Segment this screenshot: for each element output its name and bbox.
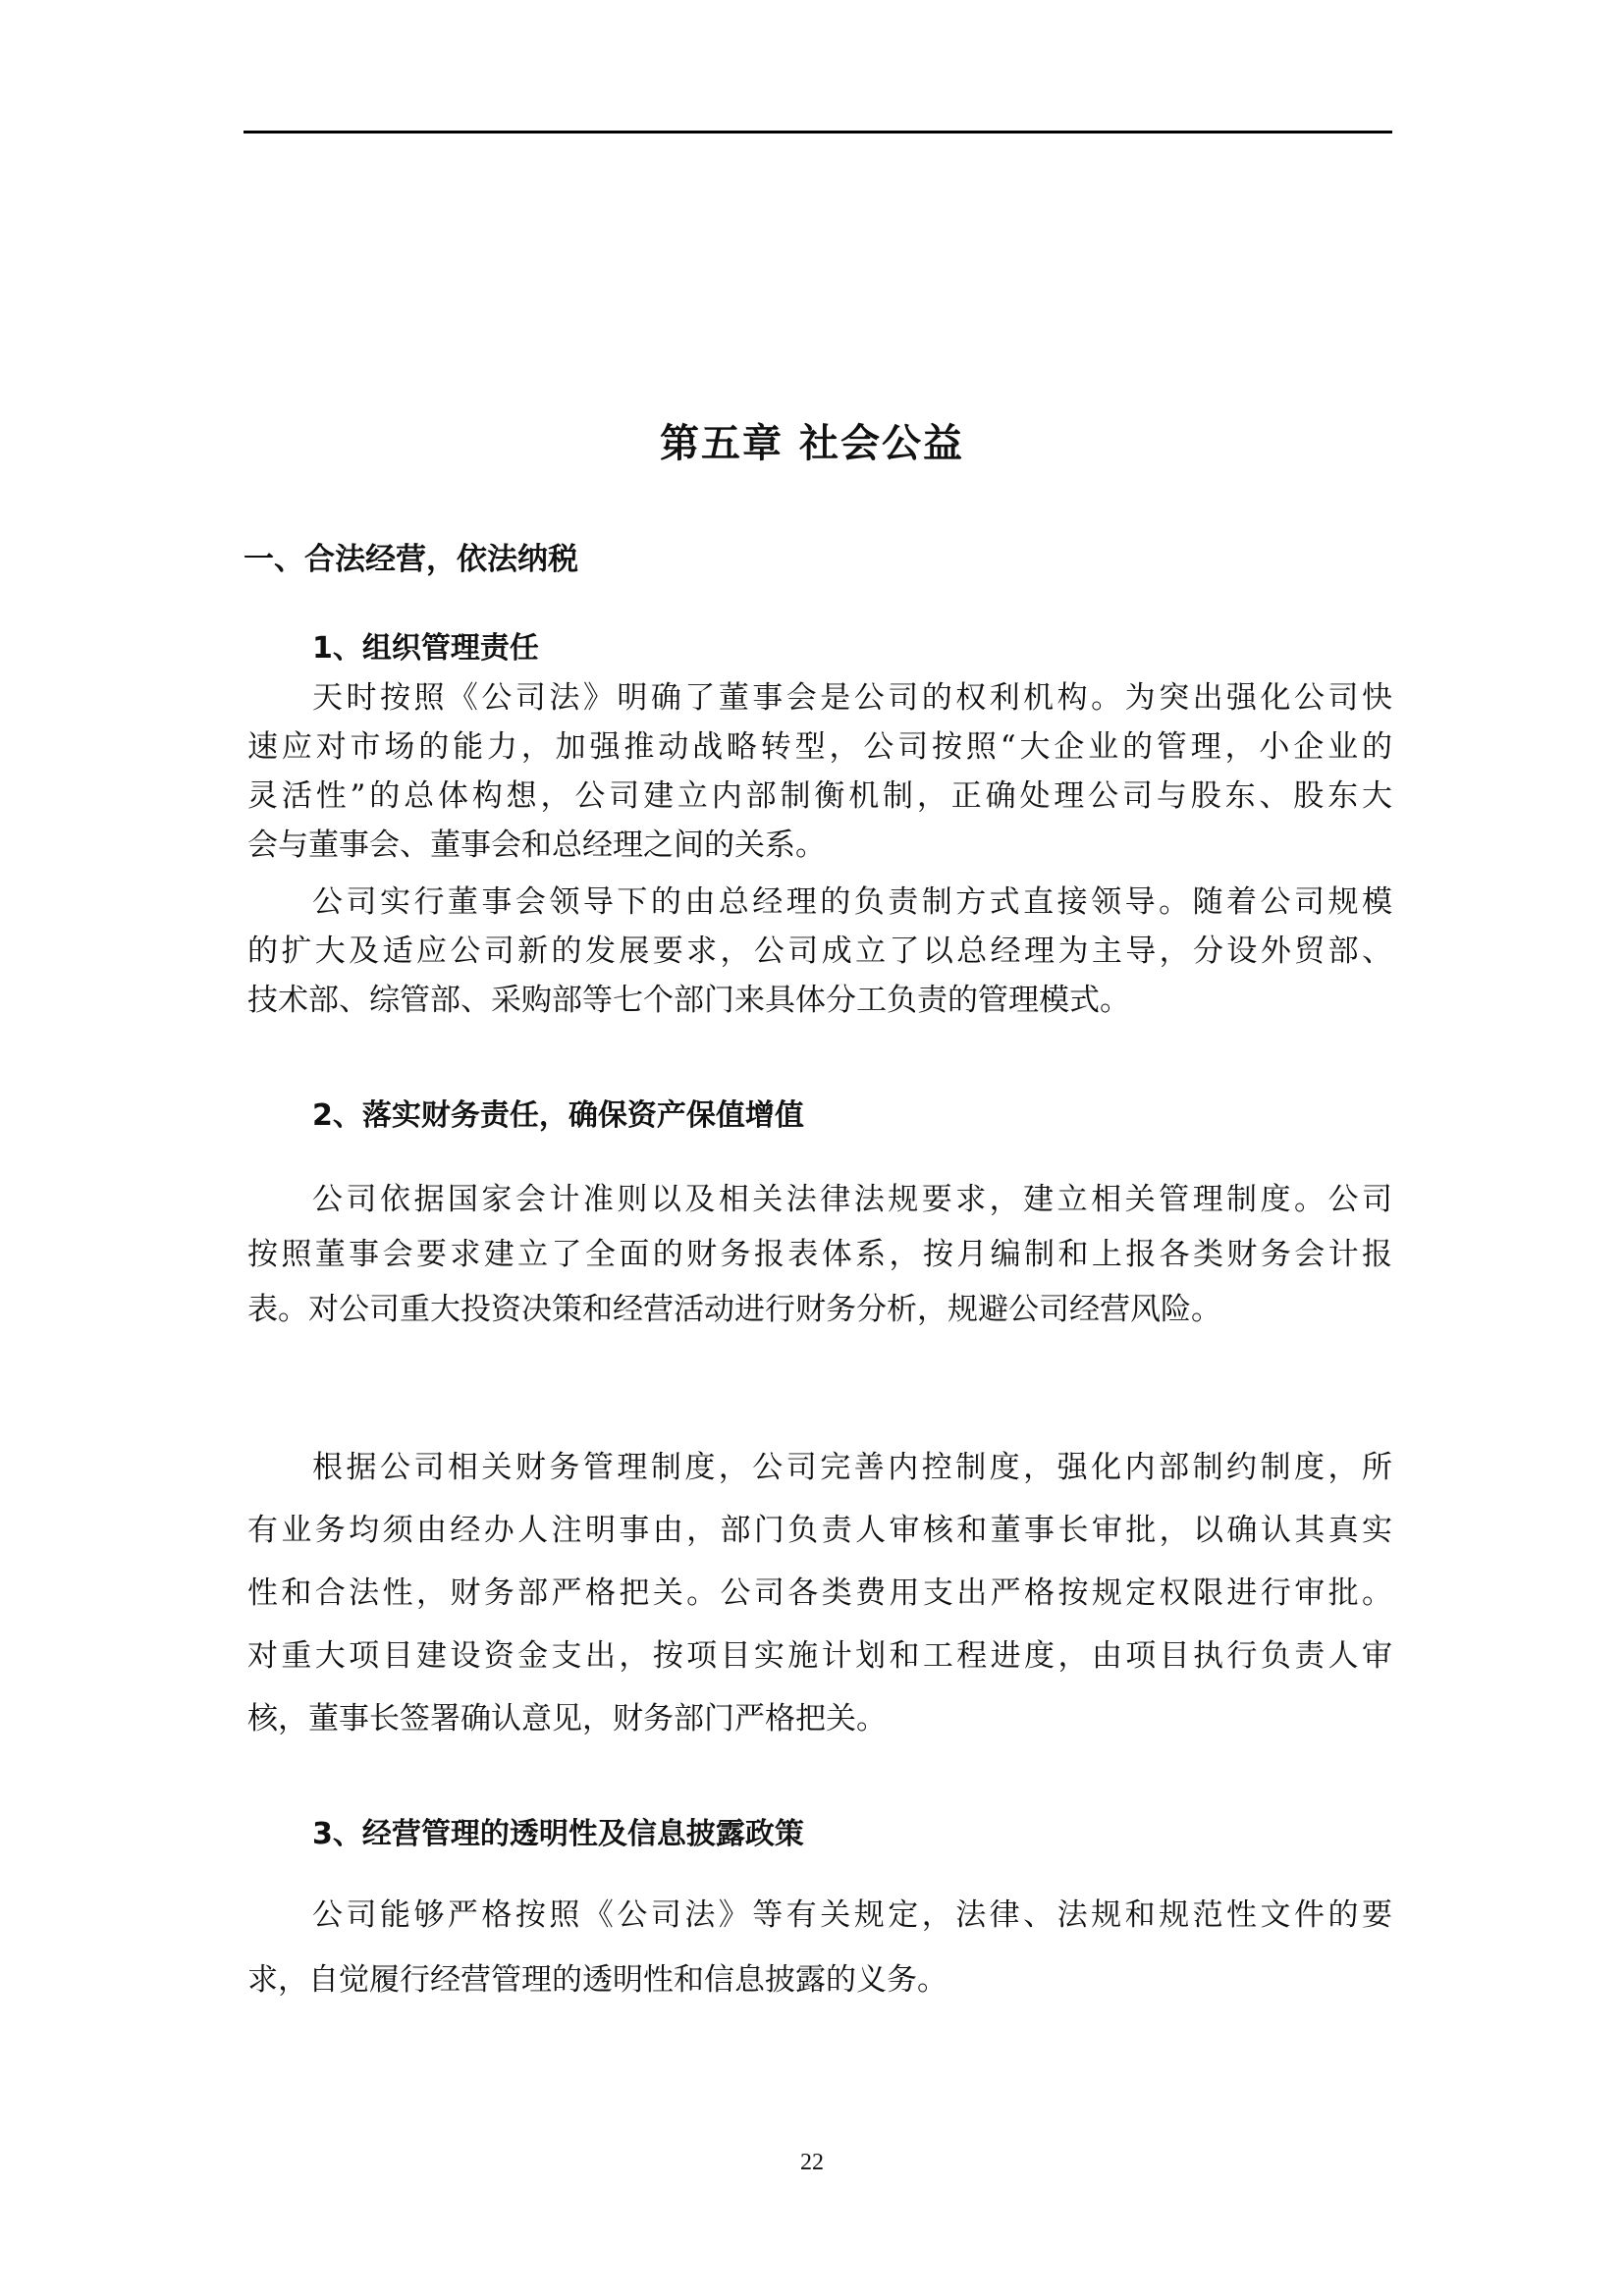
subsection-3 xyxy=(247,1810,1392,1859)
paragraph-line: 有业务均须由经办人注明事由，部门负责人审核和董事长审批，以确认其真实 xyxy=(247,1513,1392,1548)
subsection-2 xyxy=(247,1092,1392,1141)
subsection-heading: 1、组织管理责任 xyxy=(312,631,539,666)
paragraph-line: 天时按照《公司法》明确了董事会是公司的权利机构。为突出强化公司快 xyxy=(312,680,1392,716)
paragraph-line: 根据公司相关财务管理制度，公司完善内控制度，强化内部制约制度，所 xyxy=(312,1450,1392,1485)
chapter-title: 第五章 社会公益 xyxy=(660,421,964,466)
page-number: 22 xyxy=(800,2150,824,2175)
section-heading: 一、合法经营，依法纳税 xyxy=(244,542,578,577)
subsection-3-body xyxy=(247,1883,1392,2012)
subsection-heading: 3、经营管理的透明性及信息披露政策 xyxy=(312,1817,804,1851)
paragraph-line: 表。对公司重大投资决策和经营活动进行财务分析，规避公司经营风险。 xyxy=(247,1292,1221,1327)
paragraph-line: 的扩大及适应公司新的发展要求，公司成立了以总经理为主导，分设外贸部、 xyxy=(247,934,1392,969)
subsection-heading: 2、落实财务责任，确保资产保值增值 xyxy=(312,1098,804,1133)
paragraph-line: 速应对市场的能力，加强推动战略转型，公司按照“大企业的管理，小企业的 xyxy=(247,729,1392,765)
subsection-2-body xyxy=(247,1172,1392,1337)
header-rule xyxy=(244,131,1392,133)
paragraph-line: 技术部、综管部、采购部等七个部门来具体分工负责的管理模式。 xyxy=(247,983,1130,1018)
paragraph-line: 公司依据国家会计准则以及相关法律法规要求，建立相关管理制度。公司 xyxy=(312,1182,1392,1217)
paragraph-line: 公司实行董事会领导下的由总经理的负责制方式直接领导。随着公司规模 xyxy=(312,884,1392,920)
subsection-2-body-2 xyxy=(247,1436,1392,1750)
paragraph-line: 核，董事长签署确认意见，财务部门严格把关。 xyxy=(247,1701,887,1736)
paragraph-line: 求，自觉履行经营管理的透明性和信息披露的义务。 xyxy=(247,1962,947,1998)
paragraph-line: 灵活性”的总体构想，公司建立内部制衡机制，正确处理公司与股东、股东大 xyxy=(247,778,1392,814)
paragraph-line: 对重大项目建设资金支出，按项目实施计划和工程进度，由项目执行负责人审 xyxy=(247,1638,1392,1674)
paragraph-line: 按照董事会要求建立了全面的财务报表体系，按月编制和上报各类财务会计报 xyxy=(247,1237,1392,1272)
paragraph-line: 会与董事会、董事会和总经理之间的关系。 xyxy=(247,828,826,863)
subsection-1 xyxy=(247,624,1392,1025)
paragraph-line: 性和合法性，财务部严格把关。公司各类费用支出严格按规定权限进行审批。 xyxy=(247,1575,1392,1611)
paragraph-line: 公司能够严格按照《公司法》等有关规定，法律、法规和规范性文件的要 xyxy=(312,1897,1392,1933)
